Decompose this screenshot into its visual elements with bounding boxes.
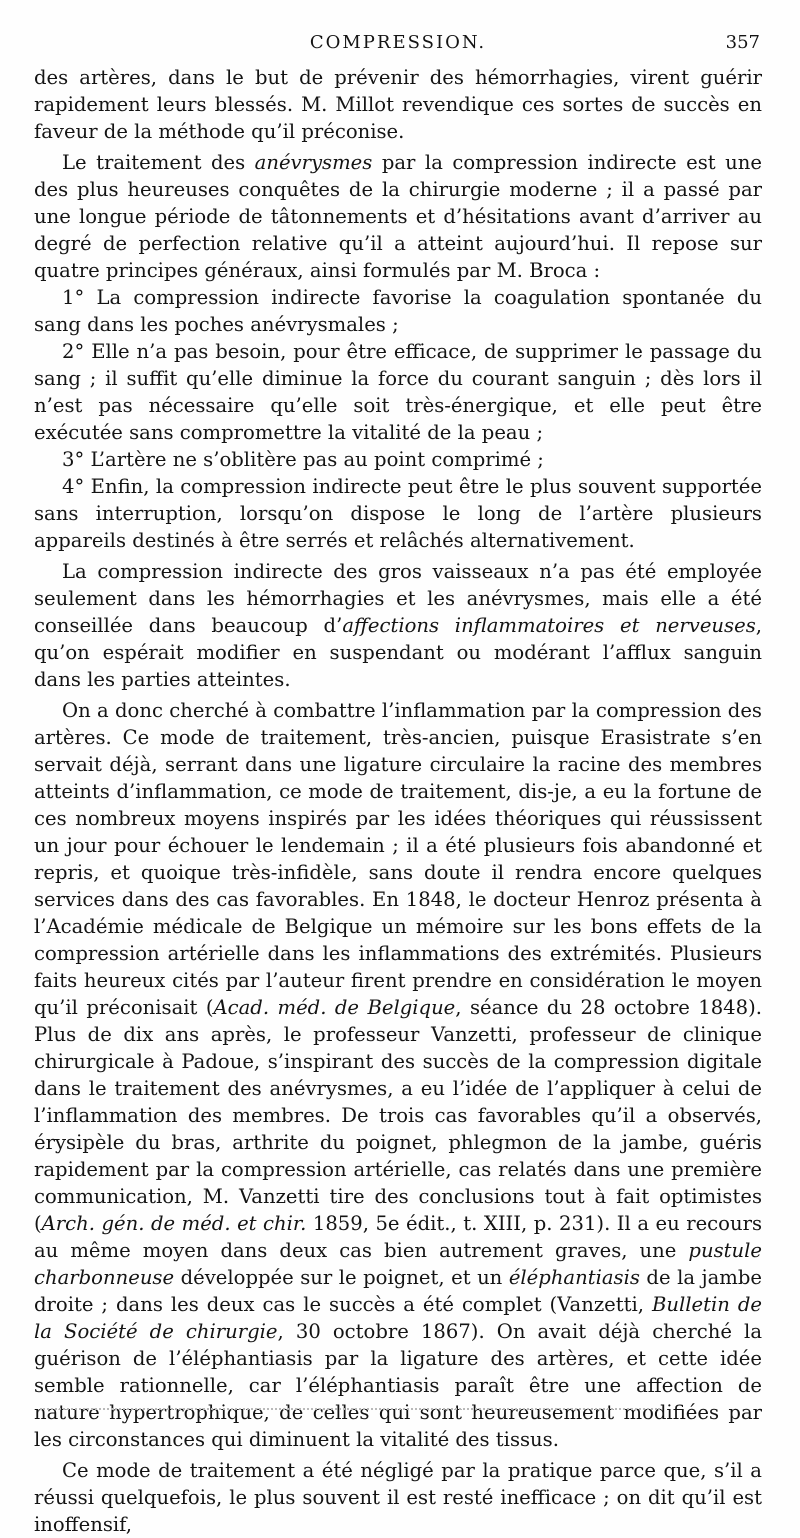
italic-text: anévrysmes bbox=[254, 151, 373, 174]
italic-text: éléphantiasis bbox=[508, 1266, 640, 1289]
italic-text: affections inflammatoires et nerveuses bbox=[342, 614, 756, 637]
text-run: développée sur le poignet, et un bbox=[174, 1266, 509, 1289]
page-header bbox=[34, 28, 762, 64]
principle-3: 3° L’artère ne s’oblitère pas au point comprimé ; bbox=[62, 448, 544, 471]
text-run: 1859, 5e édit., t. XIII, p. 231). Il a eu recours au même moyen dans deux cas bien autrement graves, une bbox=[34, 1212, 762, 1262]
text-run: , qu’on espérait modifier en suspendant ou modérant l’afflux sanguin dans les parties atteintes. bbox=[34, 614, 762, 691]
paragraph-neglected-method: Ce mode de traitement a été négligé par la pratique parce que, s’il a réussi quelquefois, le plus souvent il est resté inefficace ; on dit qu’il est inoffensif, bbox=[34, 1459, 762, 1536]
text-run: On a donc cherché à combattre l’inflammation par la compression des artères. Ce mode de traitement, très-ancien, puisque Erasistrate s’en servait déjà, serrant dans une ligature circulaire la racine des membres atteints d’inflammation, ce mode de traitement, dis-je, a eu la fortune de ces nombreux moyens inspirés par les idées théoriques qui réussissent un jour pour échouer le lendemain ; il a été plusieurs fois abandonné et repris, et quoique très-infidèle, sans doute il rendra encore quelques services dans des cas favorables. En 1848, le docteur Henroz présenta à l’Académie médicale de Belgique un mémoire sur les bons effets de la compression artérielle dans les inflammations des extrémités. Plusieurs faits heureux cités par l’auteur firent prendre en considération le moyen qu’il préconisait ( bbox=[34, 699, 762, 1019]
text-run: , séance du 28 octobre 1848). Plus de dix ans après, le professeur Vanzetti, professeur de clinique chirurgicale à Padoue, s’inspirant des succès de la compression digitale dans le traitement des anévrysmes, a eu l’idée de l’appliquer à celui de l’inflammation des membres. De trois cas favorables qu’il a observés, érysipèle du bras, arthrite du poignet, phlegmon de la jambe, guéris rapidement par la compression artérielle, cas relatés dans une première communication, M. Vanzetti tire des conclusions tout à fait optimistes ( bbox=[34, 996, 762, 1235]
text-run: de la jambe droite ; dans les deux cas le succès a été complet (Vanzetti, bbox=[34, 1266, 762, 1316]
running-title: COMPRESSION. bbox=[309, 32, 487, 53]
text-run: La compression indirecte des gros vaisseaux n’a pas été employée seulement dans les hémorrhagies et les anévrysmes, mais elle a été conseillée dans beaucoup d’ bbox=[34, 560, 762, 637]
body-text bbox=[34, 64, 762, 1538]
text-run: , 30 octobre 1867). On avait déjà cherché la guérison de l’éléphantiasis par la ligature des artères, et cette idée semble rationnelle, car l’éléphantiasis paraît être une affection de nature hypertrophique, de celles qui sont heureusement modifiées par les circonstances qui diminuent la vitalité des tissus. bbox=[34, 1320, 762, 1451]
italic-text: Arch. gén. de méd. et chir. bbox=[41, 1212, 307, 1235]
italic-text: Bulletin de la Société de chirurgie bbox=[34, 1293, 762, 1343]
paragraph-inflammation-history bbox=[34, 697, 762, 1453]
text-run: par la compression indirecte est une des plus heureuses conquêtes de la chirurgie moderne ; il a passé par une longue période de tâtonnements et d’hésitations avant d’arriver au degré de perfection relative qu’il a atteint aujourd’hui. Il repose sur quatre principes généraux, ainsi formulés par M. Broca : bbox=[34, 151, 762, 282]
paragraph-aneurysm-treatment bbox=[34, 149, 762, 284]
principle-2: 2° Elle n’a pas besoin, pour être efficace, de supprimer le passage du sang ; il suffit qu’elle diminue la force du courant sanguin ; dès lors il n’est pas nécessaire qu’elle soit très-énergique, et elle peut être exécutée sans compromettre la vitalité de la peau ; bbox=[34, 340, 762, 444]
principle-4: 4° Enfin, la compression indirecte peut être le plus souvent supportée sans interruption, lorsqu’on dispose le long de l’artère plusieurs appareils destinés à être serrés et relâchés alternativement. bbox=[34, 475, 762, 552]
principle-1: 1° La compression indirecte favorise la coagulation spontanée du sang dans les poches anévrysmales ; bbox=[34, 286, 762, 336]
page-number: 357 bbox=[725, 32, 760, 53]
paragraph-continuation: des artères, dans le but de prévenir des hémorrhagies, virent guérir rapidement leurs blessés. M. Millot revendique ces sortes de succès en faveur de la méthode qu’il préconise. bbox=[34, 66, 762, 143]
paragraph-inflammatory-affections bbox=[34, 558, 762, 693]
footer-dotted-rule bbox=[40, 1408, 660, 1410]
italic-text: Acad. méd. de Belgique bbox=[213, 996, 456, 1019]
text-run: Le traitement des bbox=[62, 151, 255, 174]
italic-text: pustule charbonneuse bbox=[34, 1239, 762, 1289]
